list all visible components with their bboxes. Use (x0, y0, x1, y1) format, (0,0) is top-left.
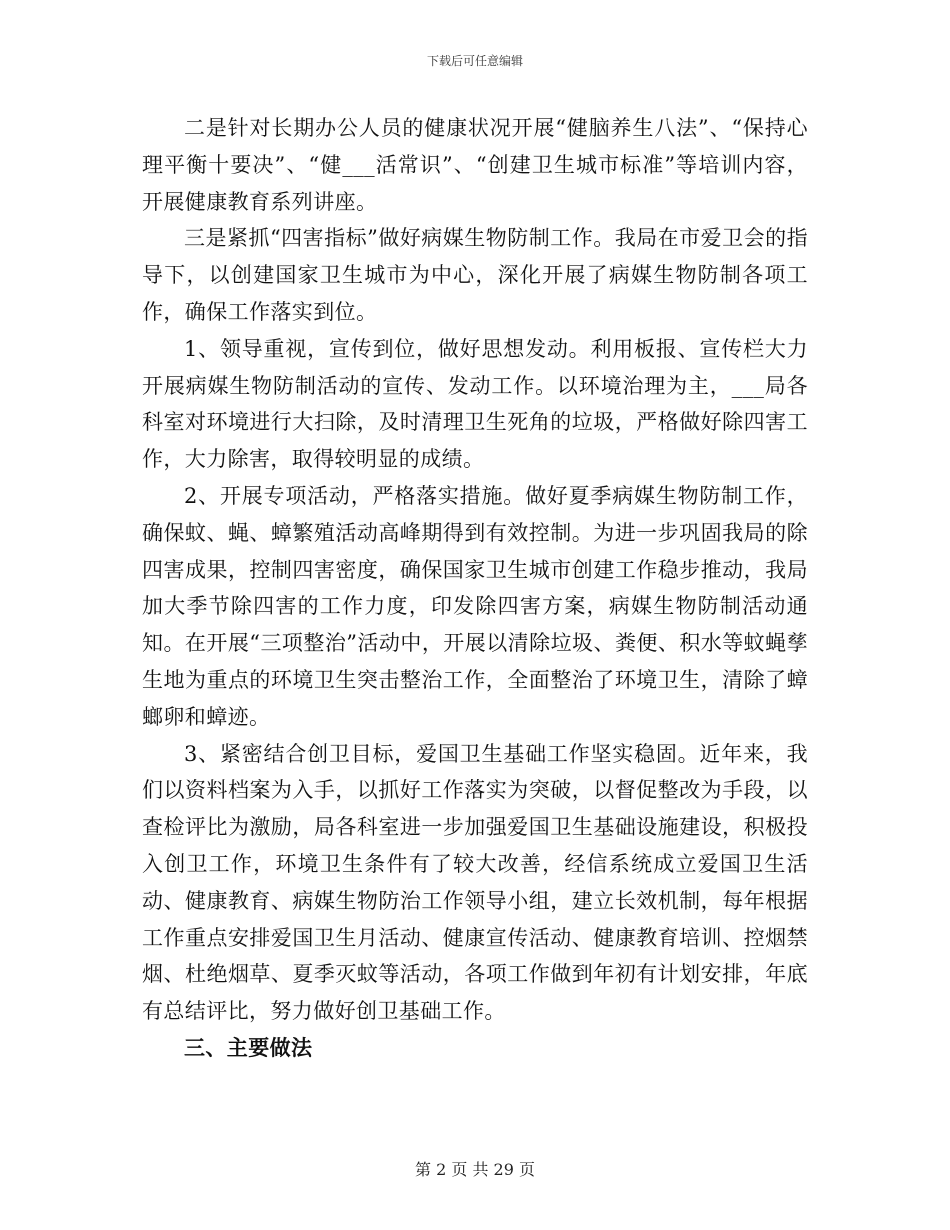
paragraph-leadership-publicity: 1、领导重视，宣传到位，做好思想发动。利用板报、宣传栏大力开展病媒生物防制活动的宣传、发动工作。以环境治理为主，___局各科室对环境进行大扫除，及时清理卫生死角的垃圾，严格做好除四害工作，大力除害，取得较明显的成绩。 (142, 336, 808, 472)
page-number: 第 2 页 共 29 页 (415, 1160, 535, 1179)
paragraph-special-activities: 2、开展专项活动，严格落实措施。做好夏季病媒生物防制工作，确保蚊、蝇、蟑繁殖活动高峰期得到有效控制。为进一步巩固我局的除四害成果，控制四害密度，确保国家卫生城市创建工作稳步推动，我局加大季节除四害的工作力度，印发除四害方案，病媒生物防制活动通知。在开展“三项整治”活动中，开展以清除垃圾、粪便、积水等蚊蝇孳生地为重点的环境卫生突击整治工作，全面整治了环境卫生，清除了蟑螂卵和蟑迹。 (142, 483, 808, 729)
paragraph-pest-control: 三是紧抓“四害指标”做好病媒生物防制工作。我局在市爱卫会的指导下，以创建国家卫生城市为中心，深化开展了病媒生物防制各项工作，确保工作落实到位。 (142, 226, 808, 324)
page-header-note: 下载后可任意编辑 (426, 54, 523, 68)
paragraph-health-lectures: 二是针对长期办公人员的健康状况开展“健脑养生八法”、“保持心理平衡十要决”、“健___活常识”、“创建卫生城市标准”等培训内容，开展健康教育系列讲座。 (142, 116, 808, 214)
section-heading-main-practices: 三、主要做法 (184, 1035, 313, 1060)
document-body (142, 110, 808, 1067)
paragraph-foundation-work: 3、紧密结合创卫目标，爱国卫生基础工作坚实稳固。近年来，我们以资料档案为入手，以抓好工作落实为突破，以督促整改为手段，以查检评比为激励，局各科室进一步加强爱国卫生基础设施建设，积极投入创卫工作，环境卫生条件有了较大改善，经信系统成立爱国卫生活动、健康教育、病媒生物防治工作领导小组，建立长效机制，每年根据工作重点安排爱国卫生月活动、健康宣传活动、健康教育培训、控烟禁烟、杜绝烟草、夏季灭蚊等活动，各项工作做到年初有计划安排，年底有总结评比，努力做好创卫基础工作。 (142, 741, 808, 1024)
